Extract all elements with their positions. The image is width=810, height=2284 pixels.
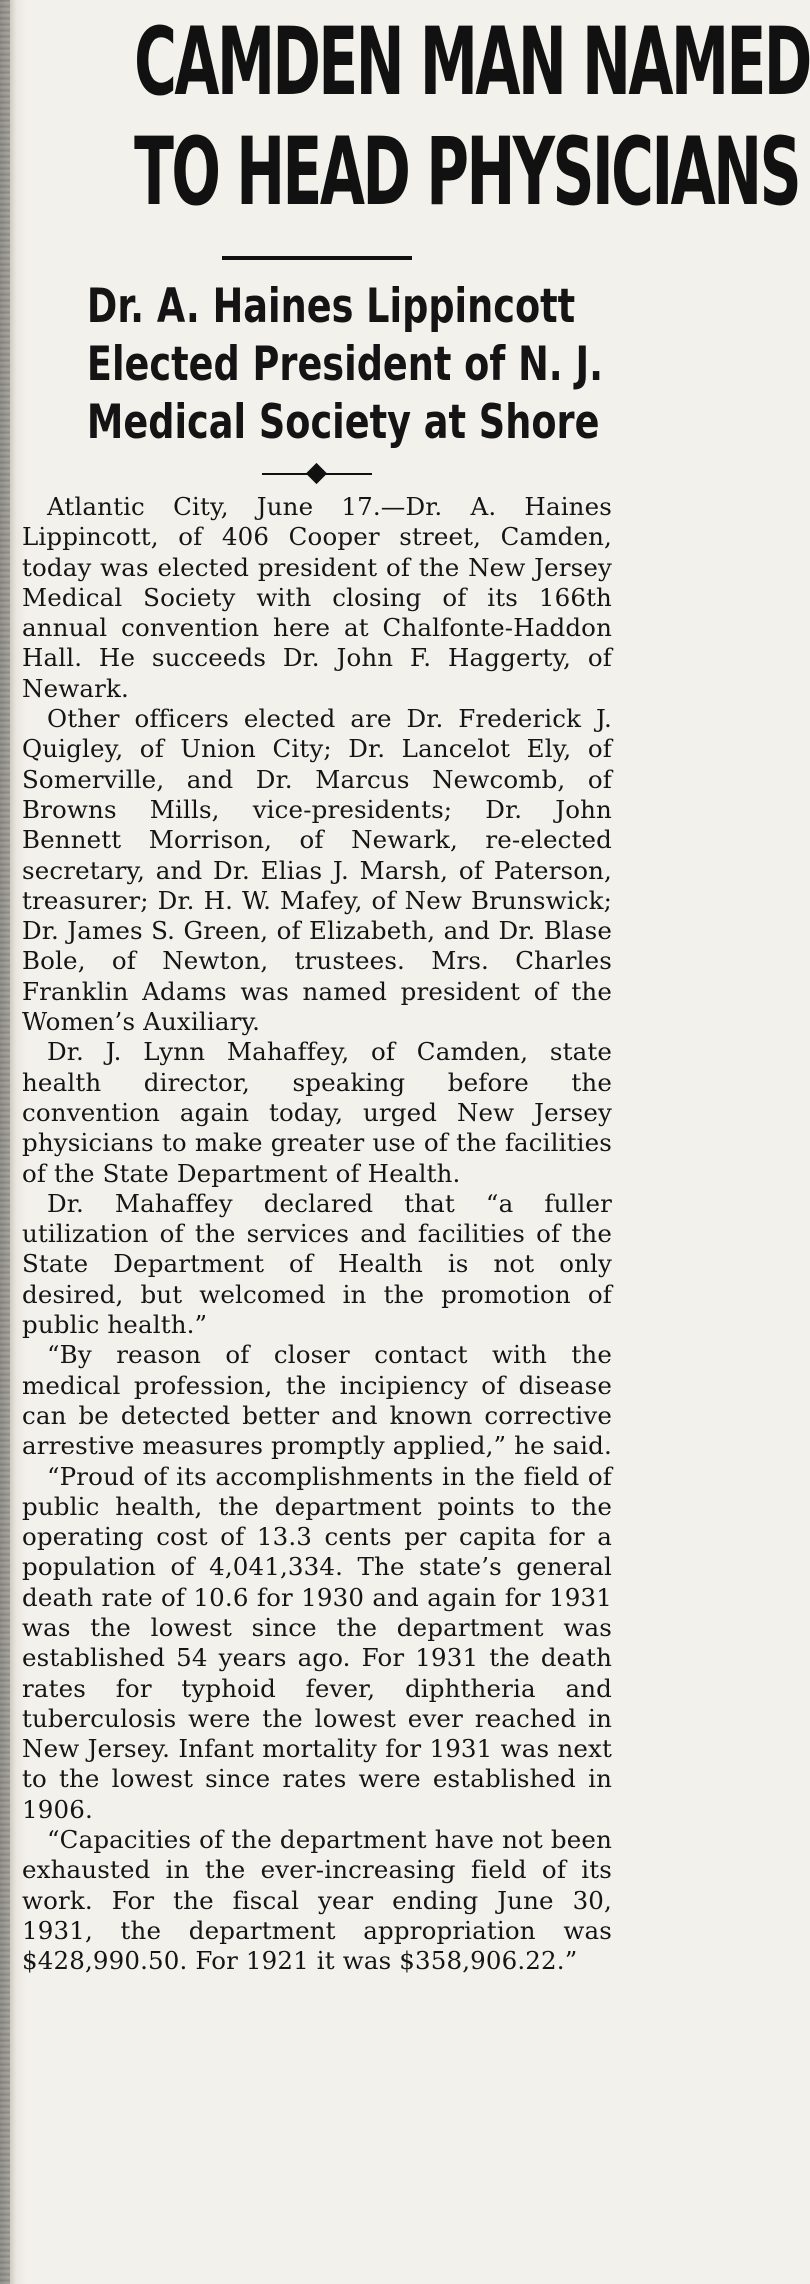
headline-divider [222, 256, 412, 260]
page-edge-shadow [0, 0, 10, 2284]
paragraph: “By reason of closer contact with the medical profession, the incipiency of disease can be detected better and known corrective arrestive measures promptly applied,” he said. [22, 1340, 612, 1461]
article [22, 0, 810, 1977]
diamond-divider [262, 464, 372, 484]
paragraph: “Capacities of the department have not been exhausted in the ever-increasing field of its work. For the fiscal year ending June 30, 1931, the department appropriation was $428,990.50. For 1921 it was $358,906.22.” [22, 1825, 612, 1976]
subheadline-line-3: Medical Society at Shore [86, 395, 600, 450]
subheadline-line-2: Elected President of N. J. [86, 337, 604, 392]
headline-line-1: CAMDEN MAN NAMED [134, 8, 810, 117]
paragraph: Dr. J. Lynn Mahaffey, of Camden, state health director, speaking before the convention again today, urged New Jersey physicians to make greater use of the facilities of the State Department of Health. [22, 1037, 612, 1188]
headline [22, 8, 810, 228]
subheadline-line-1: Dr. A. Haines Lippincott [86, 279, 576, 334]
paragraph: “Proud of its accomplishments in the field of public health, the department points to the operating cost of 13.3 cents per capita for a population of 4,041,334. The state’s general death rate of 10.6 for 1930 and again for 1931 was the lowest since the department was established 54 years ago. For 1931 the death rates for typhoid fever, diphtheria and tuberculosis were the lowest ever reached in New Jersey. Infant mortality for 1931 was next to the lowest since rates were established in 1906. [22, 1461, 612, 1824]
paragraph: Other officers elected are Dr. Frederick J. Quigley, of Union City; Dr. Lancelot Ely, of Somerville, and Dr. Marcus Newcomb, of Browns Mills, vice-presidents; Dr. John Bennett Morrison, of Newark, re-elected secretary, and Dr. Elias J. Marsh, of Paterson, treasurer; Dr. H. W. Mafey, of New Brunswick; Dr. James S. Green, of Elizabeth, and Dr. Blase Bole, of Newton, trustees. Mrs. Charles Franklin Adams was named president of the Women’s Auxiliary. [22, 704, 612, 1037]
paragraph: Dr. Mahaffey declared that “a fuller utilization of the services and facilities of the State Department of Health is not only desired, but welcomed in the promotion of public health.” [22, 1188, 612, 1340]
article-body [22, 492, 612, 1977]
subheadline [22, 278, 612, 452]
headline-line-2: TO HEAD PHYSICIANS [134, 118, 800, 227]
paragraph: Atlantic City, June 17.—Dr. A. Haines Lippincott, of 406 Cooper street, Camden, today was elected president of the New Jersey Medical Society with closing of its 166th annual convention here at Chalfonte-Haddon Hall. He succeeds Dr. John F. Haggerty, of Newark. [22, 492, 612, 703]
diamond-ornament-icon [306, 463, 327, 484]
